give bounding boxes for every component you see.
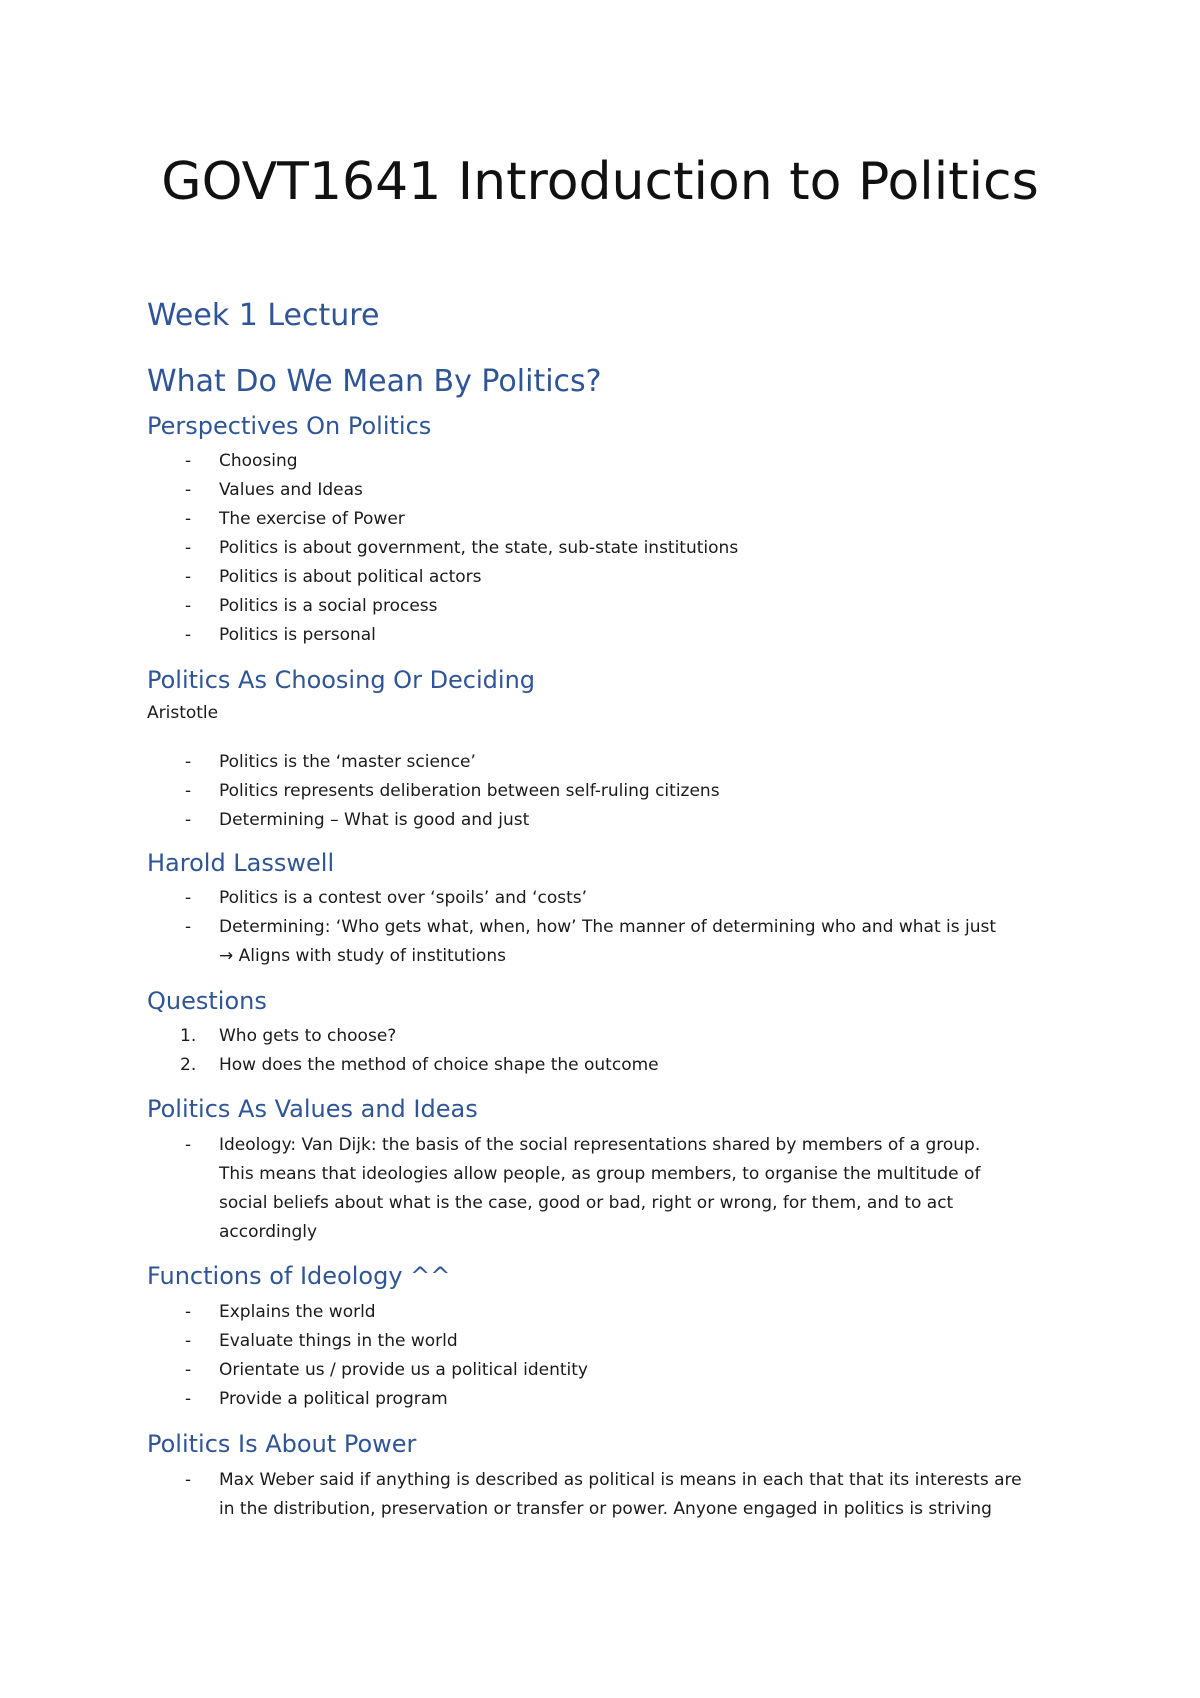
number-marker: 2. [180,1055,197,1075]
bullet-marker: - [185,1331,192,1351]
bullet-marker: - [185,1135,192,1155]
bullet-marker: - [185,596,192,616]
section-heading: Perspectives On Politics [147,412,432,440]
list-item: - Politics is a contest over ‘spoils’ and ‘costs’ [147,884,996,913]
section-heading: Politics As Choosing Or Deciding [147,666,536,694]
list-item: - Evaluate things in the world [147,1327,588,1356]
list-item: - Determining – What is good and just [147,806,720,835]
list-item: - Politics is the ‘master science’ [147,748,720,777]
bullet-marker: - [185,781,192,801]
bullet-marker: - [185,451,192,471]
list-item: - Choosing [147,447,738,476]
numbered-list [147,1022,659,1080]
list-item: - Orientate us / provide us a political identity [147,1356,588,1385]
bullet-marker: - [185,625,192,645]
list-item: - The exercise of Power [147,505,738,534]
bullet-list [147,1131,980,1247]
bullet-marker: - [185,1360,192,1380]
list-item: - Determining: ‘Who gets what, when, how’ The manner of determining who and what is just → Aligns with study of institutions [147,913,996,971]
bullet-marker: - [185,752,192,772]
list-item: - Max Weber said if anything is described as political is means in each that that its interests are in the distribution, preservation or transfer or power. Anyone engaged in politics is striving [147,1466,1022,1524]
list-item: - Politics represents deliberation between self-ruling citizens [147,777,720,806]
list-item: 2. How does the method of choice shape the outcome [147,1051,659,1080]
bullet-marker: - [185,917,192,937]
list-item: - Explains the world [147,1298,588,1327]
bullet-list [147,1298,588,1414]
bullet-list [147,748,720,835]
bullet-marker: - [185,567,192,587]
list-item: - Politics is about government, the state, sub-state institutions [147,534,738,563]
arrow-continuation: → Aligns with study of institutions [219,946,506,966]
list-item: - Politics is a social process [147,592,738,621]
section-heading: Harold Lasswell [147,849,335,877]
main-heading: What Do We Mean By Politics? [147,364,602,399]
bullet-marker: - [185,538,192,558]
list-item: 1. Who gets to choose? [147,1022,659,1051]
bullet-marker: - [185,810,192,830]
list-item: - Politics is personal [147,621,738,650]
section-heading: Politics Is About Power [147,1430,417,1458]
bullet-list [147,447,738,650]
bullet-list [147,884,996,971]
section-heading: Politics As Values and Ideas [147,1095,478,1123]
bullet-list [147,1466,1022,1524]
list-item: - Provide a political program [147,1385,588,1414]
section-intro: Aristotle [147,703,219,723]
document-title: GOVT1641 Introduction to Politics [161,152,1039,212]
bullet-marker: - [185,509,192,529]
bullet-marker: - [185,480,192,500]
list-item: - Politics is about political actors [147,563,738,592]
list-item: - Values and Ideas [147,476,738,505]
section-heading: Questions [147,987,267,1015]
bullet-marker: - [185,1470,192,1490]
bullet-marker: - [185,1389,192,1409]
bullet-marker: - [185,888,192,908]
section-heading: Functions of Ideology ^^ [147,1262,451,1290]
week-heading: Week 1 Lecture [147,298,380,333]
list-item: - Ideology: Van Dijk: the basis of the social representations shared by members of a group. This means that ideologies allow people, as group members, to organise the multitude of social beliefs about what is the case, good or bad, right or wrong, for them, and to act accordingly [147,1131,980,1247]
number-marker: 1. [180,1026,197,1046]
bullet-marker: - [185,1302,192,1322]
